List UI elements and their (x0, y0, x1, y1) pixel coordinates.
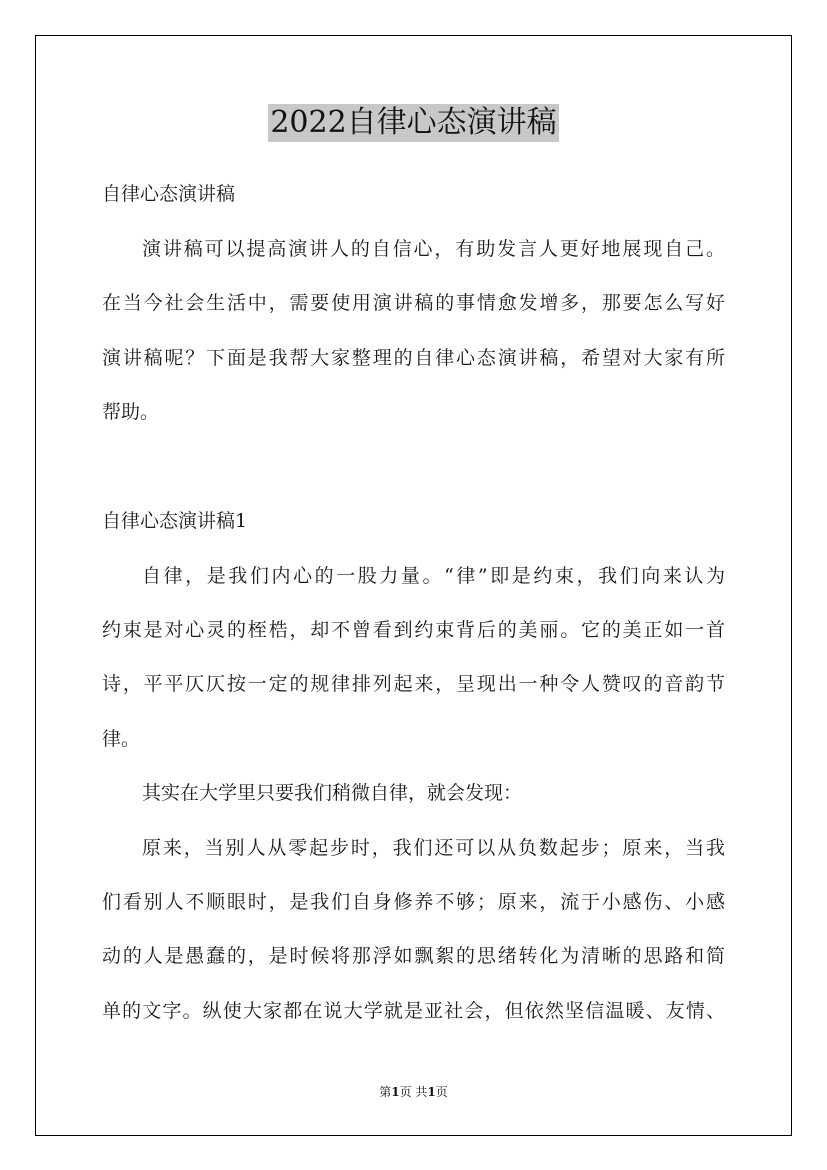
footer-prefix: 第 (379, 1085, 392, 1099)
para3-line-1: 原来，当别人从零起步时，我们还可以从负数起步；原来，当我 (142, 837, 725, 859)
page-footer (0, 1084, 827, 1100)
para1-line-2: 约束是对心灵的桎梏，却不曾看到约束背后的美丽。它的美正如一首 (102, 619, 725, 641)
para1-line-3: 诗，平平仄仄按一定的规律排列起来，呈现出一种令人赞叹的音韵节 (102, 673, 725, 695)
footer-page-total: 1 (427, 1085, 436, 1099)
footer-suffix: 页 (435, 1085, 448, 1099)
subheading: 自律心态演讲稿 (102, 183, 236, 205)
intro-line-4: 帮助。 (102, 401, 160, 423)
footer-mid: 页 共 (399, 1085, 428, 1099)
intro-line-3: 演讲稿呢？下面是我帮大家整理的自律心态演讲稿，希望对大家有所 (102, 347, 725, 369)
section-heading: 自律心态演讲稿1 (102, 510, 248, 532)
intro-line-2: 在当今社会生活中，需要使用演讲稿的事情愈发增多，那要怎么写好 (102, 292, 725, 314)
document-title: 2022自律心态演讲稿 (270, 105, 557, 140)
para1-line-1: 自律，是我们内心的一股力量。“律”即是约束，我们向来认为 (142, 565, 725, 587)
para3-line-2: 们看别人不顺眼时，是我们自身修养不够；原来，流于小感伤、小感 (102, 891, 725, 913)
para3-line-3: 动的人是愚蠢的，是时候将那浮如飘絮的思绪转化为清晰的思路和简 (102, 945, 725, 967)
footer-page-current: 1 (391, 1085, 400, 1099)
para2-line-1: 其实在大学里只要我们稍微自律，就会发现： (142, 782, 523, 804)
intro-line-1: 演讲稿可以提高演讲人的自信心，有助发言人更好地展现自己。 (142, 238, 725, 260)
para3-line-4: 单的文字。纵使大家都在说大学就是亚社会，但依然坚信温暖、友情、 (102, 1000, 725, 1022)
para1-line-4: 律。 (102, 728, 141, 750)
title-container (0, 104, 827, 142)
